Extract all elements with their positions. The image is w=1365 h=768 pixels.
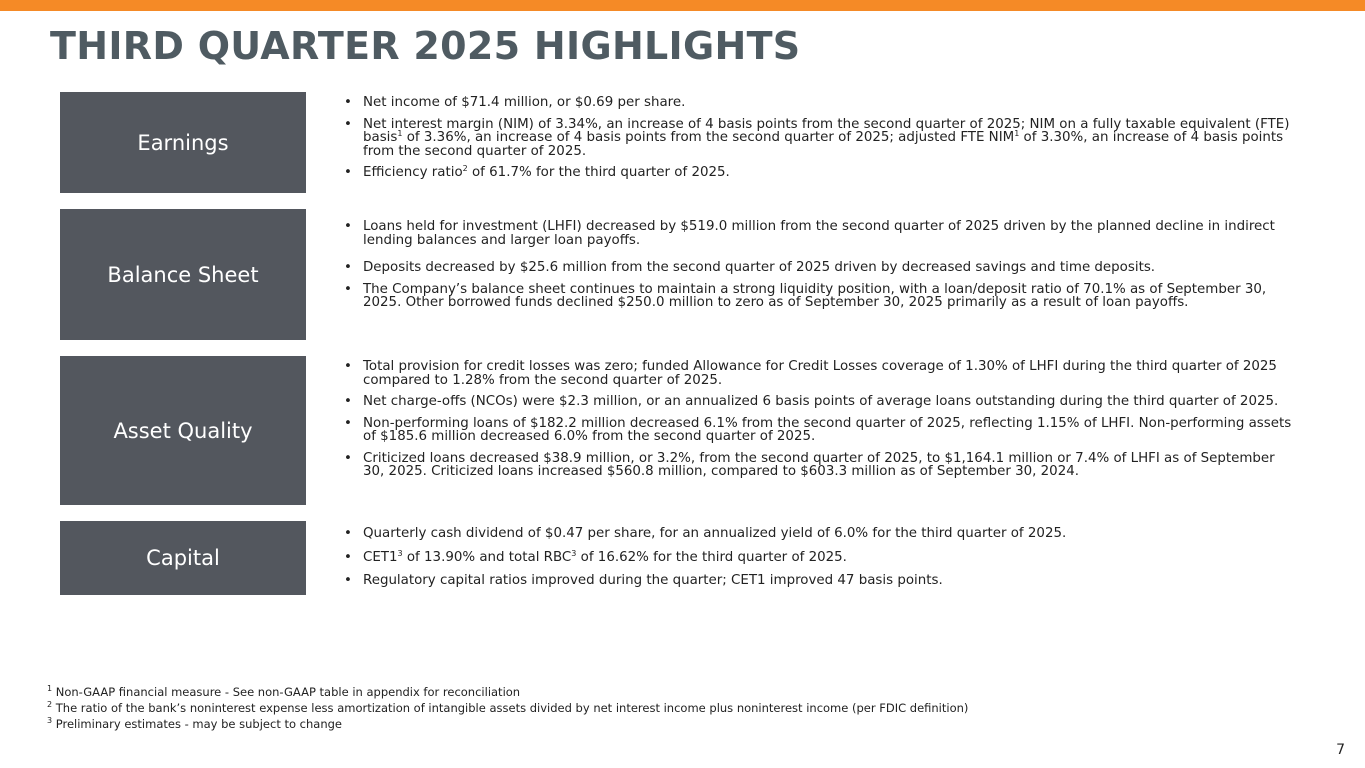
bullet-item: • Net interest margin (NIM) of 3.34%, an increase of 4 basis points from the second quarter of 2025; NIM on a fully taxable equivalent (FTE) basis$^1$ of 3.36%, an increase of 4 basis points from the second quarter of 2025; adjusted FTE NIM$^1$ of 3.30%, an increase of 4 basis points from the second quarter of 2025. — [342, 118, 1292, 159]
bullet-item: • Regulatory capital ratios improved during the quarter; CET1 improved 47 basis points. — [342, 574, 1292, 588]
section-label-capital: Capital — [60, 521, 306, 595]
bullet-item: • Quarterly cash dividend of $0.47 per share, for an annualized yield of 6.0% for the third quarter of 2025. — [342, 527, 1292, 541]
section-label-earnings: Earnings — [60, 92, 306, 193]
footnote-ref: 1 — [397, 129, 403, 138]
footnote-item: $^1$ Non-GAAP financial measure - See non-GAAP table in appendix for reconciliation — [47, 684, 521, 699]
footnotes — [47, 684, 968, 732]
footnote-ref: 2 — [462, 164, 468, 173]
bullet-item: • $CET1^3$ of 13.90% and total RBC$^3$ of 16.62% for the third quarter of 2025. — [342, 551, 1292, 565]
earnings-bullets — [342, 92, 1292, 180]
asset-quality-bullets — [342, 356, 1292, 479]
bullet-item: • Net income of $71.4 million, or $0.69 per share. — [342, 96, 1292, 110]
capital-bullets — [342, 521, 1292, 588]
footnote-ref: 3 — [397, 548, 403, 558]
page-number: 7 — [1336, 742, 1345, 758]
bullet-item: • Loans held for investment (LHFI) decreased by $519.0 million from the second quarter of 2025 driven by the planned decline in indirect lending balances and larger loan payoffs. — [342, 220, 1292, 247]
footnote-marker: 2 — [47, 700, 53, 709]
footnote-ref: 3 — [571, 548, 577, 558]
section-label-asset-quality: Asset Quality — [60, 356, 306, 505]
accent-top-bar — [0, 0, 1365, 11]
bullet-item: • The Company’s balance sheet continues to maintain a strong liquidity position, with a loan/deposit ratio of 70.1% as of September 30, 2025. Other borrowed funds declined $250.0 million to zero as of September 30, 2025 primarily as a result of loan payoffs. — [342, 283, 1292, 310]
footnote-ref: 1 — [1014, 129, 1020, 138]
bullet-item: • Non-performing loans of $182.2 million decreased 6.1% from the second quarter of 2025, reflecting 1.15% of LHFI. Non-performing assets of $185.6 million decreased 6.0% from the second quarter of 2025. — [342, 417, 1292, 444]
bullet-item: • Efficiency ratio$^2$ of 61.7% for the third quarter of 2025. — [342, 166, 1292, 180]
bullet-item: • Total provision for credit losses was zero; funded Allowance for Credit Losses coverage of 1.30% of LHFI during the third quarter of 2025 compared to 1.28% from the second quarter of 2025. — [342, 360, 1292, 387]
bullet-item: • Deposits decreased by $25.6 million from the second quarter of 2025 driven by decreased savings and time deposits. — [342, 261, 1292, 275]
footnote-item: $^3$ Preliminary estimates - may be subject to change — [47, 716, 343, 731]
balance-sheet-bullets — [342, 209, 1292, 310]
footnote-marker: 3 — [47, 716, 53, 725]
footnote-item: $^2$ The ratio of the bank’s noninterest expense less amortization of intangible assets divided by net interest income plus noninterest income (per FDIC definition) — [47, 700, 969, 715]
section-label-balance-sheet: Balance Sheet — [60, 209, 306, 340]
bullet-item: • Criticized loans decreased $38.9 million, or 3.2%, from the second quarter of 2025, to $1,164.1 million or 7.4% of LHFI as of September 30, 2025. Criticized loans increased $560.8 million, compared to $603.3 million as of September 30, 2024. — [342, 452, 1292, 479]
page-title: THIRD QUARTER 2025 HIGHLIGHTS — [50, 24, 801, 68]
footnote-marker: 1 — [47, 684, 53, 693]
bullet-item: • Net charge-offs (NCOs) were $2.3 million, or an annualized 6 basis points of average loans outstanding during the third quarter of 2025. — [342, 395, 1292, 409]
